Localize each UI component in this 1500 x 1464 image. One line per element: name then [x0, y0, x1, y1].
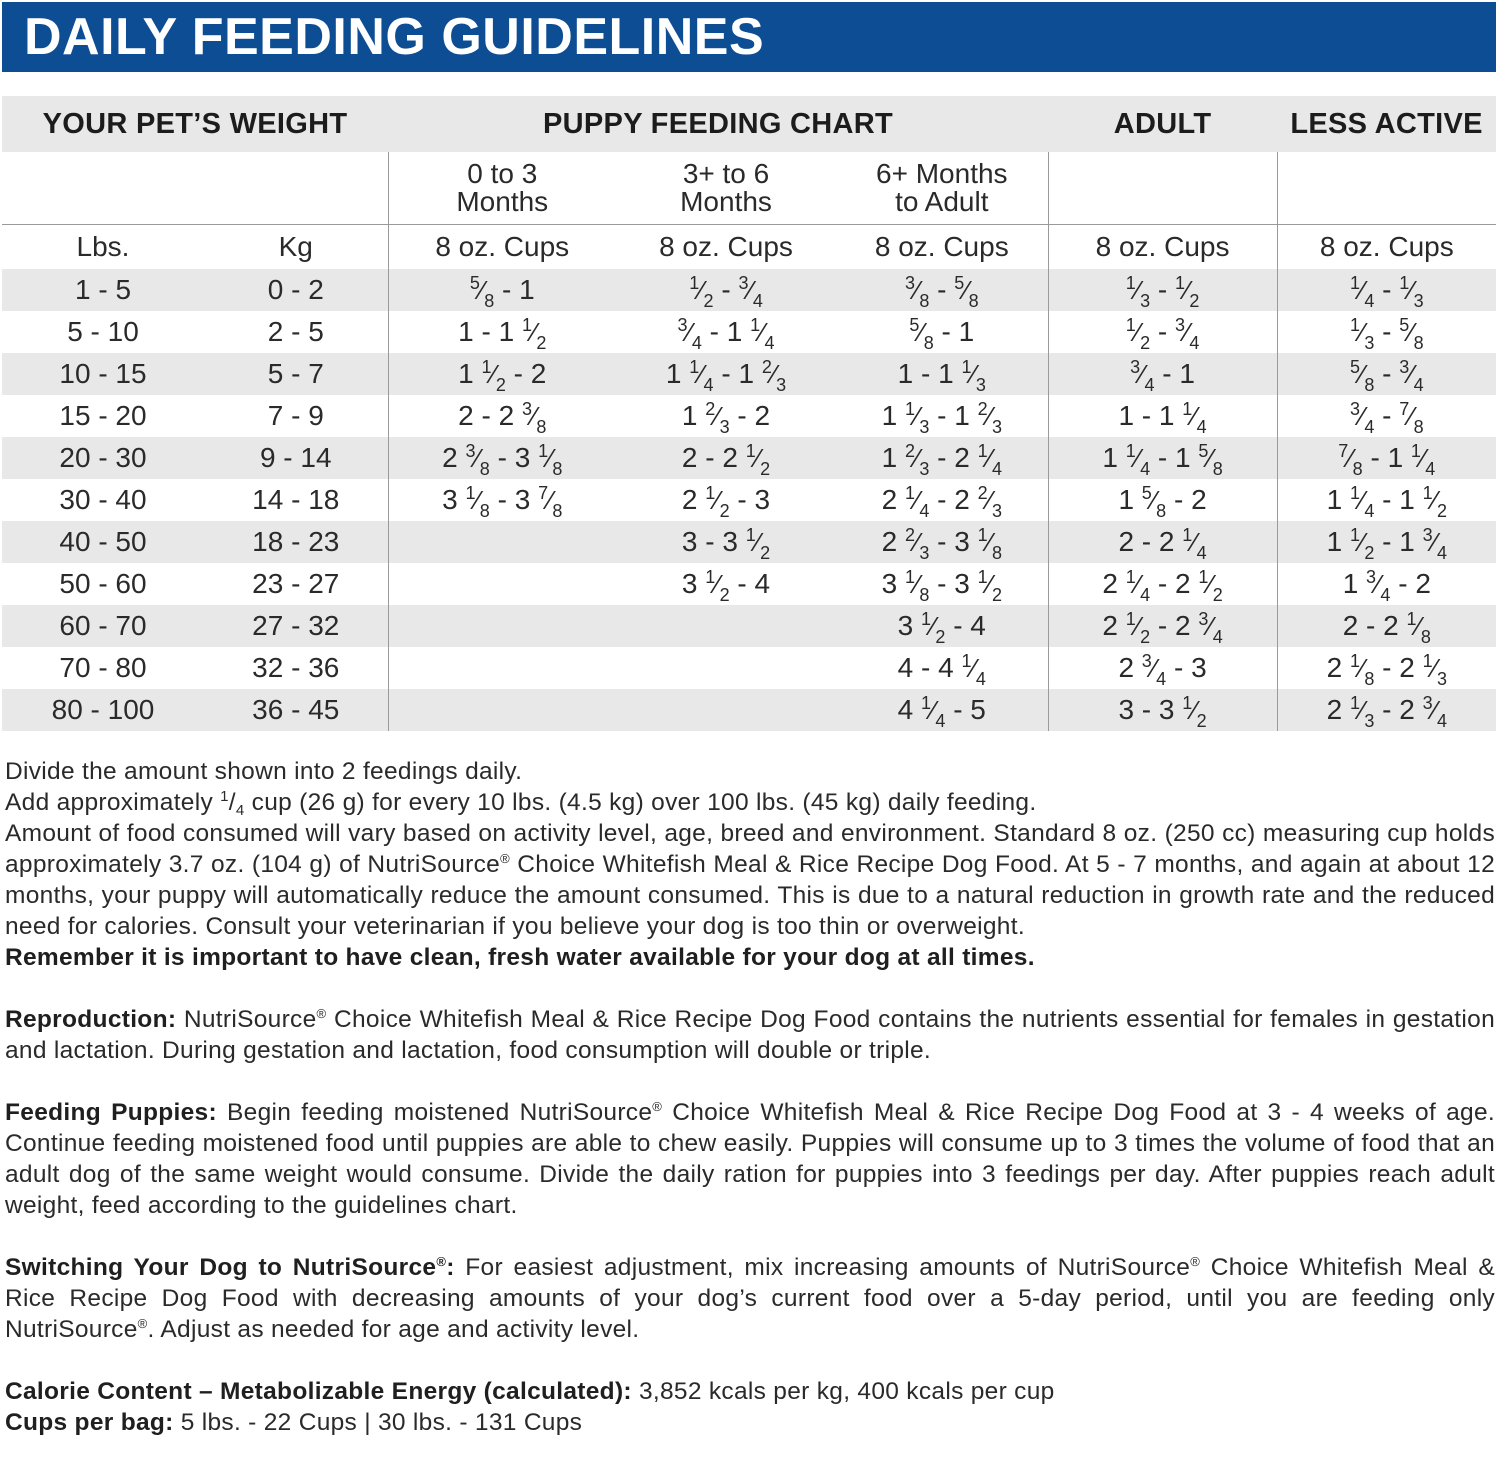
fraction: $^1⁄_8$: [977, 525, 1002, 563]
fraction: $^1⁄_2$: [745, 441, 771, 479]
cups-adult: 2 $^1⁄_4 - 2$ $^1⁄_2$: [1048, 563, 1277, 605]
fraction: $^3⁄_8$: [521, 399, 547, 437]
age-group-3-6: 3+ to 6 Months: [616, 152, 836, 225]
cups-puppy-0-3: [388, 563, 616, 605]
fraction: $^3⁄_4$: [1422, 525, 1447, 563]
cups-less-active: $^7⁄_8 - 1$ $^1⁄_4$: [1277, 437, 1496, 479]
table-row: [2, 437, 1496, 479]
weight-kg: 18 - 23: [204, 521, 388, 563]
fraction: $^5⁄_8$: [1349, 357, 1375, 395]
puppy-header: PUPPY FEEDING CHART: [388, 96, 1048, 152]
fraction: $^5⁄_8$: [909, 315, 934, 353]
unit-kg: Kg: [278, 231, 313, 262]
unit-cups: 8 oz. Cups: [388, 225, 616, 270]
weight-lbs: 50 - 60: [59, 568, 147, 599]
age-group-6-adult: 6+ Months to Adult: [836, 152, 1048, 225]
registered-mark: ®: [137, 1316, 148, 1331]
fraction: $^3⁄_4$: [1366, 567, 1391, 605]
cups-puppy-3-6: [616, 647, 836, 689]
cups-puppy-0-3: [388, 647, 616, 689]
note-switching: Switching Your Dog to NutriSource®: For easiest adjustment, mix increasing amounts of NutriSource® Choice Whitefish Meal & Rice Recipe Dog Food with decreasing amounts of your dog’s current food over a 5-day period, until you are feeding only NutriSource®. Adjust as needed for age and activity level.: [5, 1254, 1495, 1343]
table-row: [2, 563, 1496, 605]
note-add: Add approximately $^1/_4$ cup (26 g) for every 10 lbs. (4.5 kg) over 100 lbs. (45 kg) daily feeding.: [5, 788, 1037, 819]
fraction: $^1⁄_4$: [1349, 483, 1375, 521]
table-row: [2, 353, 1496, 395]
cups-puppy-6-adult: 1 - 1 $^1⁄_3$: [836, 353, 1048, 395]
fraction: $^7⁄_8$: [1338, 441, 1363, 479]
registered-mark: ®: [652, 1099, 663, 1114]
fraction: $^1⁄_8$: [1349, 651, 1375, 689]
fraction: $^3⁄_8$: [465, 441, 490, 479]
cups-puppy-3-6: $^1⁄_2$ - $^3⁄_4$: [616, 269, 836, 311]
cups-puppy-0-3: 3 $^1⁄_8 - 3$ $^7⁄_8$: [388, 479, 616, 521]
weight-kg: 5 - 7: [204, 353, 388, 395]
unit-cups: 8 oz. Cups: [659, 231, 793, 262]
fraction: $^5⁄_8$: [1141, 483, 1167, 521]
fraction: $^1⁄_3$: [904, 399, 930, 437]
weight-lbs: 1 - 5: [2, 269, 204, 311]
cups-puppy-0-3: [388, 605, 616, 647]
fraction: $^1⁄_2$: [1349, 525, 1375, 563]
cups-puppy-0-3: 1 - 1 $^1⁄_2$: [388, 311, 616, 353]
unit-cups: 8 oz. Cups: [1048, 225, 1277, 270]
fraction: $^1⁄_3$: [1422, 651, 1447, 689]
table-row: [2, 521, 1496, 563]
cups-less-active: 2 $^1⁄_8 - 2$ $^1⁄_3$: [1277, 647, 1496, 689]
cups-puppy-3-6: 1 $^1⁄_4 - 1$ $^2⁄_3$: [616, 353, 836, 395]
age-group-row: [2, 152, 1496, 225]
note-calorie: Calorie Content – Metabolizable Energy (calculated): 3,852 kcals per kg, 400 kcals per cup: [5, 1378, 1055, 1405]
fraction: $^3⁄_4$: [677, 315, 702, 353]
note-divide: Divide the amount shown into 2 feedings daily.: [5, 758, 523, 785]
cups-less-active: 2 $^1⁄_3 - 2$ $^3⁄_4$: [1277, 689, 1496, 731]
fraction: $^2⁄_3$: [904, 525, 930, 563]
fraction: $^5⁄_8$: [954, 273, 979, 311]
cups-less-active: $^5⁄_8$ - $^3⁄_4$: [1277, 353, 1496, 395]
cups-less-active: $^3⁄_4$ - $^7⁄_8$: [1277, 395, 1496, 437]
fraction: $^1⁄_2$: [745, 525, 771, 563]
table-row: [2, 311, 1496, 353]
cups-adult: $^1⁄_3$ - $^1⁄_2$: [1048, 269, 1277, 311]
unit-cups: 8 oz. Cups: [1277, 225, 1496, 270]
cups-puppy-0-3: 1 $^1⁄_2 - 2$: [388, 353, 616, 395]
fraction: $^7⁄_8$: [538, 483, 563, 521]
cups-adult: 1 $^5⁄_8 - 2$: [1048, 479, 1277, 521]
cups-puppy-3-6: 2 - 2 $^1⁄_2$: [616, 437, 836, 479]
cups-puppy-3-6: $^3⁄_4 - 1$ $^1⁄_4$: [677, 315, 775, 353]
cups-puppy-3-6: 3 $^1⁄_2 - 4$: [681, 567, 771, 605]
fraction: $^1⁄_4$: [1125, 567, 1151, 605]
table-row: [2, 395, 1496, 437]
fraction: $^5⁄_8$: [469, 273, 495, 311]
fraction: $^1⁄_4$: [1125, 441, 1151, 479]
note-cups-per-bag: Cups per bag: 5 lbs. - 22 Cups | 30 lbs. - 131 Cups: [5, 1409, 583, 1436]
fraction: $^1⁄_3$: [1125, 273, 1151, 311]
cups-adult: 2 $^1⁄_2 - 2$ $^3⁄_4$: [1048, 605, 1277, 647]
cups-puppy-6-adult: $^5⁄_8 - 1$: [909, 315, 975, 353]
fraction: $^1⁄_2$: [705, 483, 730, 521]
fraction: $^1⁄_2$: [1125, 609, 1151, 647]
fraction: $^3⁄_4$: [1130, 357, 1155, 395]
weight-lbs: 80 - 100: [2, 689, 204, 731]
cups-puppy-0-3: 2 - 2 $^3⁄_8$: [388, 395, 616, 437]
less-active-header: LESS ACTIVE: [1277, 96, 1496, 152]
cups-puppy-3-6: [616, 605, 836, 647]
fraction: $^1⁄_2$: [521, 315, 547, 353]
cups-puppy-6-adult: 2 $^1⁄_4 - 2$ $^2⁄_3$: [881, 483, 1002, 521]
fraction: $^1⁄_4$: [921, 693, 946, 731]
fraction: $^1⁄_4$: [1349, 273, 1375, 311]
cups-adult: 1 $^1⁄_4 - 1$ $^5⁄_8$: [1048, 437, 1277, 479]
fraction: $^1⁄_4$: [961, 651, 986, 689]
fraction: $^2⁄_3$: [761, 357, 787, 395]
fraction: $^2⁄_3$: [977, 483, 1002, 521]
cups-puppy-6-adult: 2 $^2⁄_3 - 3$ $^1⁄_8$: [836, 521, 1048, 563]
weight-lbs: 40 - 50: [2, 521, 204, 563]
registered-mark: ®: [316, 1006, 327, 1021]
cups-less-active: $^1⁄_4$ - $^1⁄_3$: [1277, 269, 1496, 311]
cups-puppy-0-3: [388, 689, 616, 731]
note-water: Remember it is important to have clean, fresh water available for your dog at all times.: [5, 944, 1035, 971]
page-title: DAILY FEEDING GUIDELINES: [24, 8, 765, 66]
table-row: [2, 269, 1496, 311]
fraction: $^3⁄_4$: [1422, 693, 1447, 731]
weight-lbs: 15 - 20: [59, 400, 147, 431]
less-active-subheader-empty: [1277, 152, 1496, 225]
registered-mark: ®: [436, 1254, 447, 1269]
fraction: $^1⁄_4$: [1410, 441, 1436, 479]
fraction: $^1⁄_4$: [1182, 399, 1207, 437]
fraction: $^3⁄_4$: [1174, 315, 1200, 353]
fraction: $^3⁄_4$: [1399, 357, 1424, 395]
fraction: $^1⁄_4$: [904, 483, 930, 521]
cups-puppy-6-adult: 4 $^1⁄_4 - 5$: [836, 689, 1048, 731]
weight-lbs: 10 - 15: [2, 353, 204, 395]
table-row: [2, 689, 1496, 731]
weight-lbs: 60 - 70: [2, 605, 204, 647]
fraction: $^3⁄_4$: [1349, 399, 1375, 437]
units-row: [2, 225, 1496, 270]
fraction: $^1⁄_3$: [1349, 315, 1375, 353]
table-row: [2, 479, 1496, 521]
unit-cups: 8 oz. Cups: [874, 231, 1009, 262]
registered-mark: ®: [1190, 1254, 1201, 1269]
cups-puppy-3-6: 1 $^2⁄_3 - 2$: [681, 399, 771, 437]
table-row: [2, 647, 1496, 689]
unit-lbs: Lbs.: [76, 231, 130, 262]
fraction: $^3⁄_8$: [904, 273, 930, 311]
registered-mark: ®: [500, 851, 510, 866]
cups-adult: $^1⁄_2$ - $^3⁄_4$: [1048, 311, 1277, 353]
cups-puppy-0-3: 2 $^3⁄_8 - 3$ $^1⁄_8$: [388, 437, 616, 479]
fraction: $^1⁄_4$: [689, 357, 714, 395]
fraction: $^1⁄_4$: [1182, 525, 1207, 563]
cups-less-active: 1 $^1⁄_2 - 1$ $^3⁄_4$: [1277, 521, 1496, 563]
weight-kg: 0 - 2: [204, 269, 388, 311]
fraction: $^1⁄_2$: [1198, 567, 1223, 605]
weight-subheader-empty: [2, 152, 388, 225]
cups-puppy-0-3: [388, 521, 616, 563]
fraction: $^3⁄_4$: [1198, 609, 1223, 647]
fraction: $^1⁄_8$: [465, 483, 490, 521]
cups-puppy-6-adult: 1 $^1⁄_3 - 1$ $^2⁄_3$: [881, 399, 1002, 437]
fraction: $^2⁄_3$: [904, 441, 930, 479]
weight-lbs: 20 - 30: [2, 437, 204, 479]
fraction: $^2⁄_3$: [977, 399, 1002, 437]
cups-adult: 2 $^3⁄_4 - 3$: [1048, 647, 1277, 689]
table-header-row: [2, 96, 1496, 152]
cups-puppy-6-adult: 3 $^1⁄_8 - 3$ $^1⁄_2$: [881, 567, 1002, 605]
adult-subheader-empty: [1048, 152, 1277, 225]
weight-lbs: 30 - 40: [59, 484, 147, 515]
note-reproduction: Reproduction: NutriSource® Choice Whitefish Meal & Rice Recipe Dog Food contains the nutrients essential for females in gestation and lactation. During gestation and lactation, food consumption will double or triple.: [5, 1006, 1495, 1064]
adult-header: ADULT: [1048, 96, 1277, 152]
fraction: $^3⁄_4$: [1141, 651, 1167, 689]
fraction: $^1⁄_3$: [1399, 273, 1424, 311]
title-banner: [2, 2, 1496, 72]
weight-kg: 32 - 36: [252, 652, 340, 683]
cups-puppy-0-3: $^5⁄_8 - 1$: [388, 269, 616, 311]
fraction: $^1⁄_8$: [904, 567, 930, 605]
cups-less-active: 2 - 2 $^1⁄_8$: [1277, 605, 1496, 647]
fraction: $^1⁄_3$: [1349, 693, 1375, 731]
cups-adult: 2 - 2 $^1⁄_4$: [1048, 521, 1277, 563]
fraction: $^1⁄_2$: [1174, 273, 1200, 311]
weight-header: YOUR PET’S WEIGHT: [2, 96, 388, 152]
cups-puppy-3-6: 2 $^1⁄_2 - 3$: [681, 483, 771, 521]
fraction: $^1⁄_8$: [1406, 609, 1431, 647]
cups-less-active: 1 $^3⁄_4 - 2$: [1277, 563, 1496, 605]
cups-adult: 3 - 3 $^1⁄_2$: [1048, 689, 1277, 731]
fraction: $^1⁄_2$: [689, 273, 714, 311]
feeding-notes: [5, 756, 1495, 1438]
fraction: $^1⁄_2$: [1422, 483, 1447, 521]
weight-kg: 7 - 9: [267, 400, 324, 431]
cups-puppy-6-adult: $^3⁄_8$ - $^5⁄_8$: [836, 269, 1048, 311]
fraction: $^1⁄_2$: [705, 567, 730, 605]
fraction: $^1⁄_2$: [1125, 315, 1151, 353]
cups-puppy-3-6: 3 - 3 $^1⁄_2$: [616, 521, 836, 563]
fraction: $^5⁄_8$: [1198, 441, 1223, 479]
fraction: $^1⁄_3$: [961, 357, 986, 395]
note-feeding-puppies: Feeding Puppies: Begin feeding moistened NutriSource® Choice Whitefish Meal & Rice Recipe Dog Food at 3 - 4 weeks of age. Continue feeding moistened food until puppies are able to chew easily. Puppies will consume up to 3 times the volume of food that an adult dog of the same weight would consume. Divide the daily ration for puppies into 3 feedings per day. After puppies reach adult weight, feed according to the guidelines chart.: [5, 1099, 1495, 1219]
note-amount: Amount of food consumed will vary based on activity level, age, breed and environment. Standard 8 oz. (250 cc) measuring cup holds approximately 3.7 oz. (104 g) of NutriSource® Choice Whitefish Meal & Rice Recipe Dog Food. At 5 - 7 months, and again at about 12 months, your puppy will automatically reduce the amount consumed. This is due to a natural reduction in growth rate and the reduced need for calories. Consult your veterinarian if you believe your dog is too thin or overweight.: [5, 820, 1495, 940]
fraction: $^1⁄_2$: [977, 567, 1002, 605]
fraction: $^1⁄_8$: [538, 441, 563, 479]
cups-less-active: $^1⁄_3$ - $^5⁄_8$: [1277, 311, 1496, 353]
feeding-chart-table: [2, 96, 1496, 731]
weight-kg: 36 - 45: [204, 689, 388, 731]
fraction: $^1⁄_4$: [750, 315, 775, 353]
cups-puppy-3-6: [616, 689, 836, 731]
weight-kg: 9 - 14: [204, 437, 388, 479]
table-row: [2, 605, 1496, 647]
weight-lbs: 70 - 80: [59, 652, 147, 683]
fraction: $^5⁄_8$: [1399, 315, 1424, 353]
fraction: $^1⁄_2$: [481, 357, 506, 395]
fraction: $^7⁄_8$: [1399, 399, 1424, 437]
fraction: $^1⁄_2$: [1182, 693, 1207, 731]
weight-kg: 23 - 27: [252, 568, 340, 599]
fraction: $^1⁄_2$: [921, 609, 946, 647]
weight-kg: 27 - 32: [204, 605, 388, 647]
cups-puppy-6-adult: 1 $^2⁄_3 - 2$ $^1⁄_4$: [836, 437, 1048, 479]
quarter-fraction: $^1/_4$: [220, 788, 245, 819]
cups-puppy-6-adult: 3 $^1⁄_2 - 4$: [836, 605, 1048, 647]
weight-lbs: 5 - 10: [67, 316, 139, 347]
cups-adult: $^3⁄_4 - 1$: [1048, 353, 1277, 395]
fraction: $^1⁄_4$: [977, 441, 1002, 479]
weight-kg: 2 - 5: [267, 316, 324, 347]
cups-less-active: 1 $^1⁄_4 - 1$ $^1⁄_2$: [1277, 479, 1496, 521]
cups-puppy-6-adult: 4 - 4 $^1⁄_4$: [897, 651, 986, 689]
age-group-0-3: 0 to 3 Months: [388, 152, 616, 225]
cups-adult: 1 - 1 $^1⁄_4$: [1048, 395, 1277, 437]
fraction: $^2⁄_3$: [705, 399, 730, 437]
fraction: $^3⁄_4$: [738, 273, 763, 311]
weight-kg: 14 - 18: [252, 484, 340, 515]
